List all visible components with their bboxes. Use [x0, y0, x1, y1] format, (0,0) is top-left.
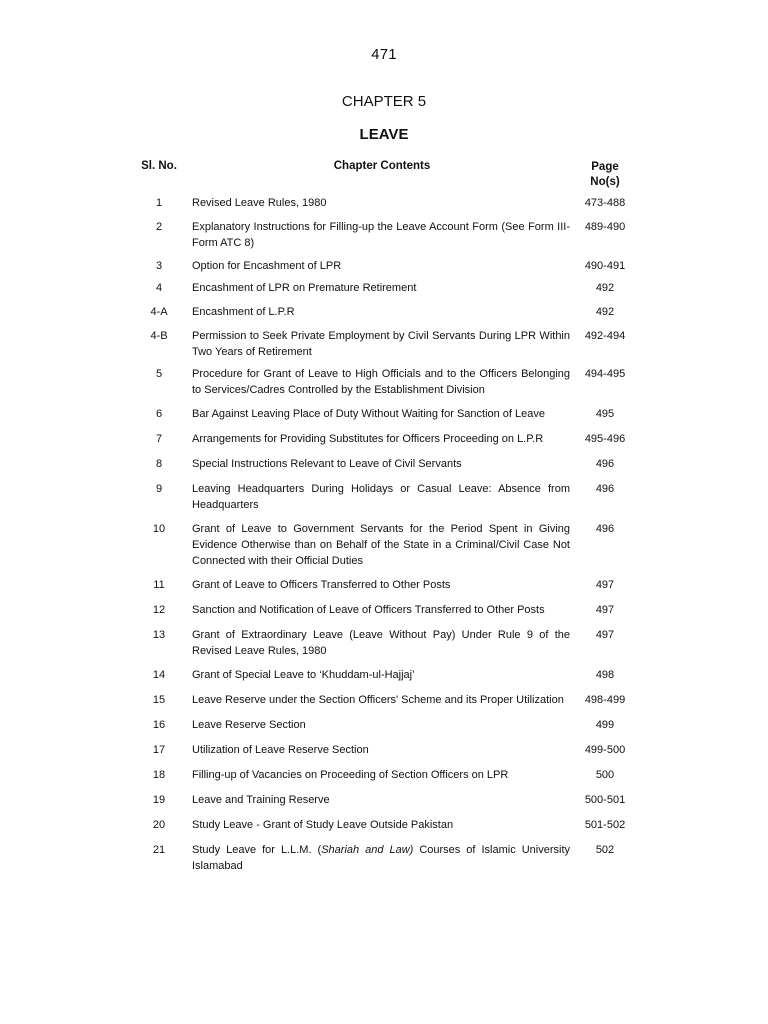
toc-sl: 5 — [155, 368, 163, 380]
toc-pages: 500 — [595, 769, 615, 781]
toc-title: Leaving Headquarters During Holidays or Casual Leave: Absence from Headquarters — [192, 483, 570, 511]
toc-pages: 499-500 — [584, 744, 626, 756]
toc-title: Grant of Special Leave to ‘Khuddam-ul-Hajjaj’ — [192, 669, 415, 681]
toc-title: Procedure for Grant of Leave to High Officials and to the Officers Belonging to Services/Cadres Controlled by the Establishment Division — [192, 368, 570, 396]
header-page-line1: Page — [591, 161, 619, 173]
toc-title: Leave and Training Reserve — [192, 794, 330, 806]
toc-pages: 499 — [595, 719, 615, 731]
toc-title: Grant of Extraordinary Leave (Leave Without Pay) Under Rule 9 of the Revised Leave Rules, 1980 — [192, 629, 570, 657]
toc-sl: 4 — [155, 282, 163, 294]
toc-sl: 4-B — [150, 330, 168, 342]
toc-pages: 473-488 — [584, 197, 626, 209]
toc-title: Permission to Seek Private Employment by Civil Servants During LPR Within Two Years of Retirement — [192, 330, 570, 358]
toc-title: Special Instructions Relevant to Leave of Civil Servants — [192, 458, 462, 470]
toc-sl: 1 — [155, 197, 163, 209]
toc-pages: 495-496 — [584, 433, 626, 445]
chapter-heading: CHAPTER 5 — [341, 93, 427, 110]
toc-pages: 494-495 — [584, 368, 626, 380]
page-number: 471 — [371, 46, 397, 63]
toc-sl: 6 — [155, 408, 163, 420]
chapter-title: LEAVE — [359, 126, 409, 143]
toc-pages: 489-490 — [584, 221, 626, 233]
toc-sl: 13 — [152, 629, 166, 641]
toc-sl: 16 — [152, 719, 166, 731]
toc-pages: 496 — [595, 523, 615, 535]
toc-sl: 7 — [155, 433, 163, 445]
toc-pages: 496 — [595, 483, 615, 495]
toc-pages: 497 — [595, 604, 615, 616]
toc-title: Leave Reserve Section — [192, 719, 306, 731]
toc-title: Revised Leave Rules, 1980 — [192, 197, 327, 209]
header-sl-no: Sl. No. — [141, 160, 177, 172]
toc-pages: 498 — [595, 669, 615, 681]
toc-title: Grant of Leave to Government Servants for the Period Spent in Giving Evidence Otherwise than on Behalf of the State in a Criminal/Civil Case Not Connected with their Official Duties — [192, 523, 570, 567]
toc-sl: 4-A — [150, 306, 168, 318]
toc-title-italic: Shariah and Law) — [321, 844, 414, 856]
toc-title: Utilization of Leave Reserve Section — [192, 744, 369, 756]
toc-sl: 21 — [152, 844, 166, 856]
toc-title-part: Study Leave for L.L.M. ( — [192, 844, 322, 856]
toc-sl: 20 — [152, 819, 166, 831]
toc-pages: 497 — [595, 629, 615, 641]
toc-pages: 492 — [595, 306, 615, 318]
toc-pages: 498-499 — [584, 694, 626, 706]
header-page-nos — [574, 160, 636, 190]
toc-sl: 12 — [152, 604, 166, 616]
toc-pages: 490-491 — [584, 260, 626, 272]
toc-sl: 15 — [152, 694, 166, 706]
toc-sl: 11 — [153, 579, 165, 591]
toc-sl: 2 — [155, 221, 163, 233]
toc-title: Arrangements for Providing Substitutes for Officers Proceeding on L.P.R — [192, 433, 544, 445]
toc-title: Encashment of L.P.R — [192, 306, 295, 318]
toc-title: Bar Against Leaving Place of Duty Without Waiting for Sanction of Leave — [192, 408, 546, 420]
toc-title: Explanatory Instructions for Filling-up the Leave Account Form (See Form III-Form ATC 8) — [192, 221, 570, 249]
toc-sl: 10 — [152, 523, 166, 535]
toc-sl: 3 — [155, 260, 163, 272]
toc-pages: 492 — [595, 282, 615, 294]
toc-sl: 17 — [152, 744, 166, 756]
toc-sl: 9 — [155, 483, 163, 495]
toc-pages: 497 — [595, 579, 615, 591]
toc-pages: 500-501 — [584, 794, 626, 806]
toc-title: Encashment of LPR on Premature Retirement — [192, 282, 417, 294]
header-page-line2: No(s) — [590, 176, 620, 188]
toc-title: Option for Encashment of LPR — [192, 260, 342, 272]
toc-pages: 496 — [595, 458, 615, 470]
toc-pages: 501-502 — [584, 819, 626, 831]
toc-sl: 14 — [152, 669, 166, 681]
toc-title — [192, 842, 570, 874]
toc-pages: 502 — [595, 844, 615, 856]
toc-title-part: Courses of Islamic University Islamabad — [192, 844, 570, 872]
toc-pages: 495 — [595, 408, 615, 420]
toc-title: Study Leave - Grant of Study Leave Outside Pakistan — [192, 819, 454, 831]
toc-sl: 18 — [152, 769, 166, 781]
toc-title: Grant of Leave to Officers Transferred to Other Posts — [192, 579, 451, 591]
toc-title: Filling-up of Vacancies on Proceeding of Section Officers on LPR — [192, 769, 509, 781]
toc-title: Leave Reserve under the Section Officers' Scheme and its Proper Utilization — [192, 694, 564, 706]
toc-sl: 8 — [155, 458, 163, 470]
header-chapter-contents: Chapter Contents — [333, 160, 431, 172]
toc-title: Sanction and Notification of Leave of Officers Transferred to Other Posts — [192, 604, 545, 616]
toc-pages: 492-494 — [584, 330, 626, 342]
toc-sl: 19 — [152, 794, 166, 806]
